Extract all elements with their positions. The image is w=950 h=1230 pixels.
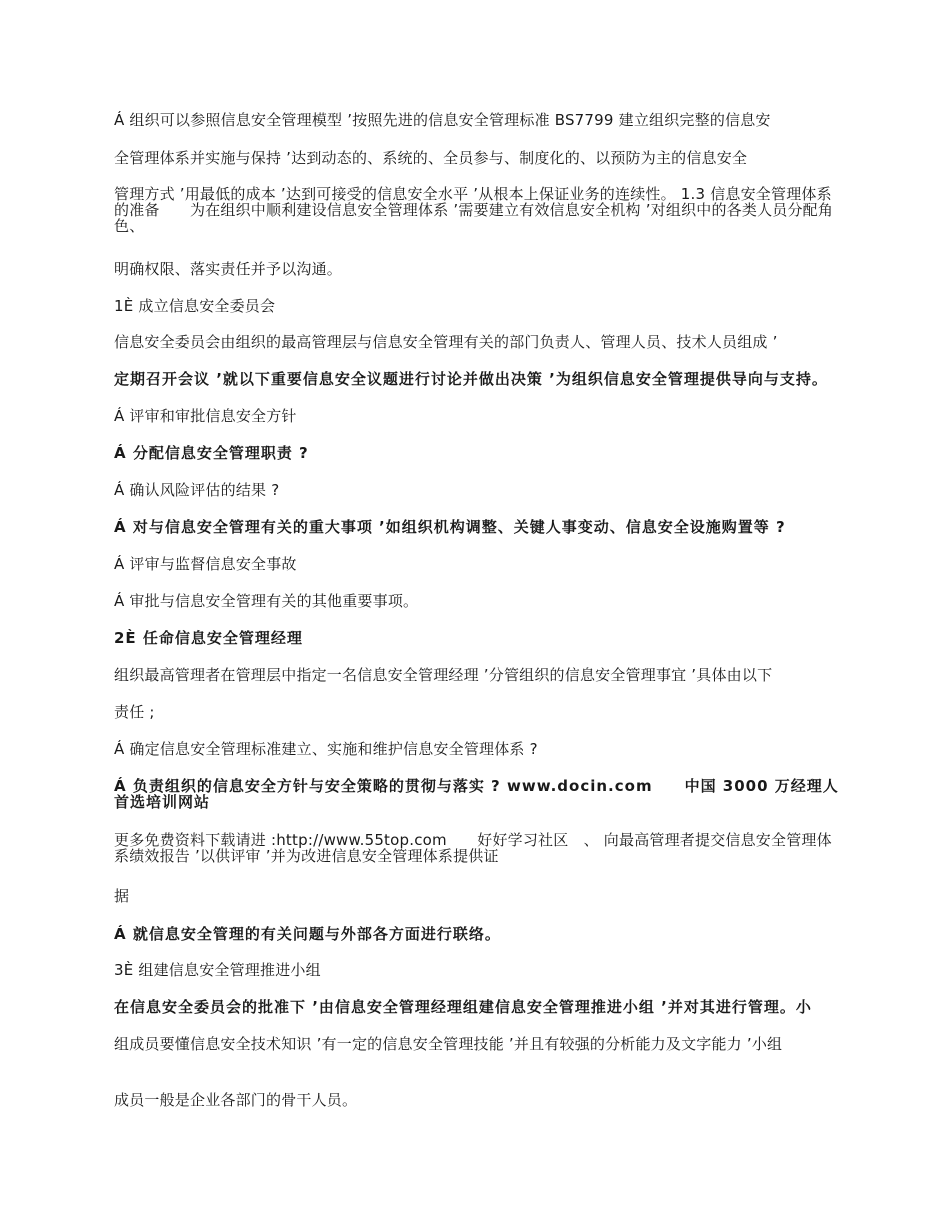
paragraph-line: 信息安全委员会由组织的最高管理层与信息安全管理有关的部门负责人、管理人员、技术人员组成 ’ [114, 333, 778, 351]
list-item: Á 对与信息安全管理有关的重大事项 ’如组织机构调整、关键人事变动、信息安全设施购置等 ? [114, 518, 786, 536]
paragraph-line: 成员一般是企业各部门的骨干人员。 [114, 1091, 358, 1109]
paragraph-line: 组织最高管理者在管理层中指定一名信息安全管理经理 ’分管组织的信息安全管理事宜 ’具体由以下 [114, 666, 773, 684]
section-heading: 1È 成立信息安全委员会 [114, 297, 276, 315]
paragraph-line: 定期召开会议 ’就以下重要信息安全议题进行讨论并做出决策 ’为组织信息安全管理提供导向与支持。 [114, 370, 828, 388]
paragraph-line: 更多免费资料下载请进 :http://www.55top.com 好好学习社区 、 向最高管理者提交信息安全管理体系绩效报告 ’以供评审 ’并为改进信息安全管理体系提供证 [114, 831, 832, 865]
section-heading: 3È 组建信息安全管理推进小组 [114, 961, 321, 979]
list-item: Á 分配信息安全管理职责 ? [114, 444, 309, 462]
list-item: Á 负责组织的信息安全方针与安全策略的贯彻与落实 ? www.docin.com 中国 3000 万经理人首选培训网站 [114, 777, 839, 811]
section-heading: 2È 任命信息安全管理经理 [114, 629, 303, 647]
list-item: Á 评审和审批信息安全方针 [114, 407, 297, 425]
paragraph-line: 组成员要懂信息安全技术知识 ’有一定的信息安全管理技能 ’并且有较强的分析能力及文字能力 ’小组 [114, 1035, 783, 1053]
paragraph-line: Á 组织可以参照信息安全管理模型 ’按照先进的信息安全管理标准 BS7799 建立组织完整的信息安 [114, 111, 771, 129]
paragraph-line: 在信息安全委员会的批准下 ’由信息安全管理经理组建信息安全管理推进小组 ’并对其进行管理。小 [114, 998, 812, 1016]
list-item: Á 确定信息安全管理标准建立、实施和维护信息安全管理体系 ? [114, 740, 538, 758]
paragraph-line: 明确权限、落实责任并予以沟通。 [114, 260, 343, 278]
paragraph-line: 全管理体系并实施与保持 ’达到动态的、系统的、全员参与、制度化的、以预防为主的信息安全 [114, 149, 748, 167]
paragraph-line: 责任 ; [114, 703, 155, 721]
paragraph-line: 管理方式 ’用最低的成本 ’达到可接受的信息安全水平 ’从根本上保证业务的连续性。 1.3 信息安全管理体系的准备 为在组织中顺利建设信息安全管理体系 ’需要建立有效信息安全机构 ’对组织中的各类人员分配角色、 [114, 185, 834, 235]
list-item: Á 就信息安全管理的有关问题与外部各方面进行联络。 [114, 925, 501, 943]
list-item: Á 审批与信息安全管理有关的其他重要事项。 [114, 592, 419, 610]
list-item: Á 评审与监督信息安全事故 [114, 555, 297, 573]
paragraph-line: 据 [114, 887, 130, 905]
list-item: Á 确认风险评估的结果 ? [114, 481, 280, 499]
